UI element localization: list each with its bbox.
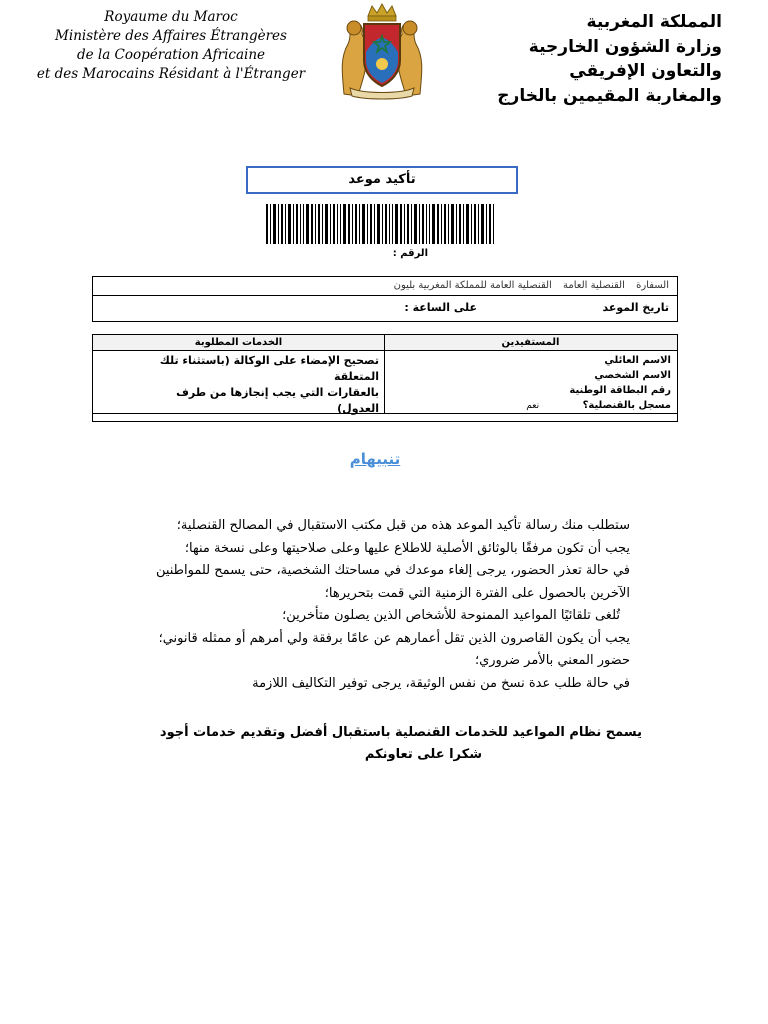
table-divider bbox=[384, 335, 385, 413]
beneficiaries-header: المستفيدين bbox=[384, 335, 677, 351]
arabic-header-line: وزارة الشؤون الخارجية bbox=[528, 36, 722, 57]
arabic-ministry-header bbox=[497, 10, 722, 108]
notice-line: في حالة طلب عدة نسخ من نفس الوثيقة، يرجى توفير التكاليف اللازمة bbox=[252, 675, 630, 691]
closing-line: يسمح نظام المواعيد للخدمات القنصلية باستقبال أفضل وتقديم خدمات أجود bbox=[159, 725, 642, 740]
notice-heading: تنبيهام bbox=[349, 450, 401, 468]
personal-name-label: الاسم الشخصي bbox=[594, 370, 671, 381]
notice-line: تُلغى تلقائيًا المواعيد الممنوحة للأشخاص الذين يصلون متأخرين؛ bbox=[282, 608, 620, 623]
closing-statement bbox=[150, 722, 642, 766]
document-title: تأكيد موعد bbox=[246, 166, 518, 194]
french-header-line: et des Marocains Résidant à l'Étranger bbox=[36, 66, 306, 82]
service-line: بالعقارات التي يجب إنجازها من طرف العدول) bbox=[176, 386, 379, 415]
notice-body bbox=[110, 515, 630, 695]
reference-number-label: الرقم : bbox=[392, 248, 428, 259]
date-time-row bbox=[93, 295, 677, 321]
consulate-general-label: القنصلية العامة bbox=[563, 280, 625, 291]
registered-row bbox=[401, 398, 671, 414]
french-header-line: de la Coopération Africaine bbox=[76, 47, 266, 63]
family-name-label: الاسم العائلي bbox=[604, 355, 671, 366]
french-ministry-header bbox=[30, 8, 312, 84]
requested-service bbox=[143, 353, 379, 417]
notice-line: الآخرين بالحصول على الفترة الزمنية التي قمت بتحريرها؛ bbox=[324, 585, 630, 601]
french-header-line: Royaume du Maroc bbox=[104, 9, 238, 25]
consulate-name: القنصلية العامة للمملكة المغربية بليون bbox=[393, 280, 552, 291]
notice-line: يجب أن يكون القاصرون الذين تقل أعمارهم عن عامًا برفقة ولي أمرهم أو ممثله قانوني؛ bbox=[158, 630, 630, 646]
arabic-header-line: المملكة المغربية bbox=[586, 12, 722, 32]
embassy-label: السفارة bbox=[636, 280, 669, 291]
service-line: تصحيح الإمضاء على الوكالة (باستثناء تلك المتعلقة bbox=[159, 354, 379, 383]
notice-line: يجب أن تكون مرفقًا بالوثائق الأصلية للاطلاع عليها وعلى صلاحيتها وعلى نسخة منها؛ bbox=[184, 540, 630, 556]
notice-line: ستطلب منك رسالة تأكيد الموعد هذه من قبل مكتب الاستقبال في المصالح القنصلية؛ bbox=[176, 518, 630, 533]
registered-value: نعم bbox=[526, 401, 540, 411]
french-header-line: Ministère des Affaires Étrangères bbox=[55, 28, 287, 44]
notice-line: حضور المعني بالأمر ضروري؛ bbox=[474, 653, 630, 668]
appointment-info-table bbox=[92, 276, 678, 322]
appointment-time-label: على الساعة : bbox=[404, 301, 477, 314]
thanks-line: شكرا على تعاونكم bbox=[364, 747, 482, 762]
registered-label: مسجل بالقنصلية؟ bbox=[582, 400, 671, 411]
barcode-icon bbox=[266, 204, 494, 244]
notice-line: في حالة تعذر الحضور، يرجى إلغاء موعدك في مساحتك الشخصية، حتى يسمح للمواطنين bbox=[155, 563, 630, 578]
services-header: الخدمات المطلوبة bbox=[93, 335, 385, 351]
national-id-label: رقم البطاقة الوطنية bbox=[569, 385, 671, 396]
consulate-row bbox=[93, 277, 677, 296]
appointment-date-label: تاريخ الموعد bbox=[602, 301, 669, 314]
services-table bbox=[92, 334, 678, 422]
coat-of-arms-icon bbox=[334, 2, 430, 100]
beneficiary-details bbox=[401, 353, 671, 414]
arabic-header-line: والتعاون الإفريقي bbox=[569, 61, 722, 81]
arabic-header-line: والمغاربة المقيمين بالخارج bbox=[497, 85, 722, 106]
